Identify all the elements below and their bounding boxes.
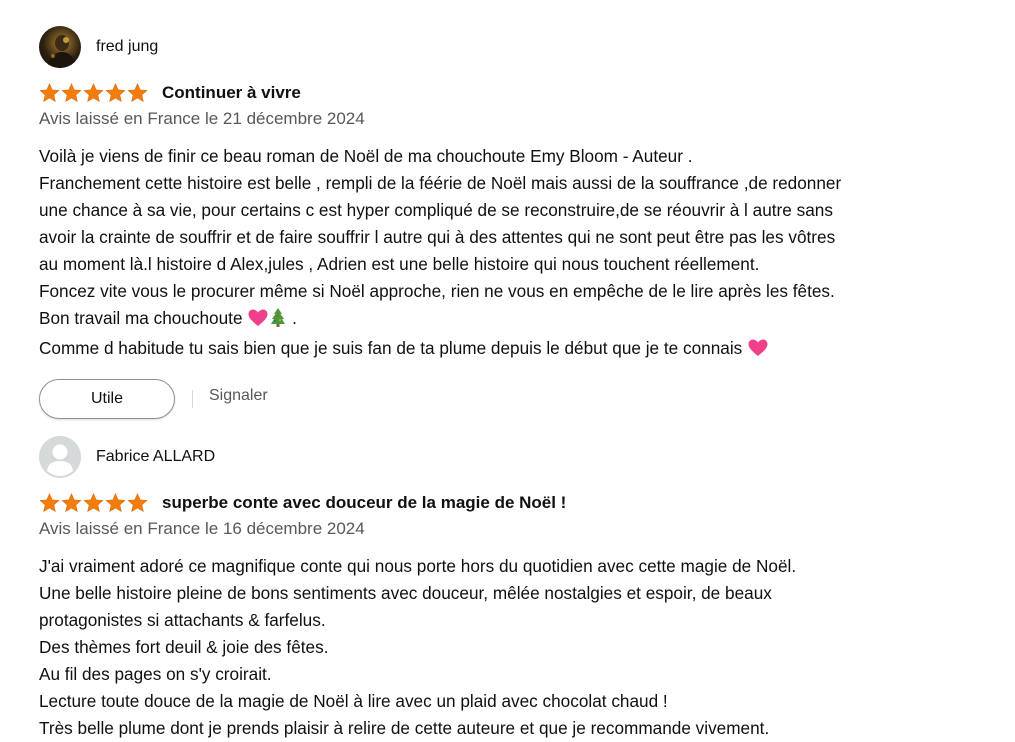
review-text-line: protagonistes si attachants & farfelus. [39,610,326,630]
review-card [39,26,999,419]
star-icon [83,493,104,513]
review-date: Avis laissé en France le 21 décembre 2024 [39,109,365,128]
reviewer-name[interactable]: Fabrice ALLARD [96,448,216,465]
review-text-line: Lecture toute douce de la magie de Noël à lire avec un plaid avec chocolat chaud ! [39,691,668,711]
avatar-photo-icon [39,26,81,68]
review-text-line-with-emoji [39,335,999,365]
reviewer-profile[interactable] [39,436,999,478]
review-card [39,436,999,742]
review-text-line-with-emoji [39,305,999,335]
review-title-row [39,492,999,514]
review-text-line: Au fil des pages on s'y croirait. [39,664,272,684]
review-date: Avis laissé en France le 16 décembre 2024 [39,519,365,538]
star-icon [39,83,60,103]
review-title[interactable]: Continuer à vivre [162,83,301,102]
star-icon [127,83,148,103]
review-text-line: Une belle histoire pleine de bons sentiments avec douceur, mêlée nostalgies et espoir, de beaux [39,583,772,603]
review-text-line: au moment là.l histoire d Alex,jules , Adrien est une belle histoire qui nous touchent réellement. [39,254,760,274]
review-text-fragment: . [292,308,297,328]
star-icon [39,493,60,513]
reviewer-profile[interactable] [39,26,999,68]
star-icon [105,83,126,103]
review-text-line: une chance à sa vie, pour certains c est hyper compliqué de se reconstruire,de se réouvrir à l autre sans [39,200,833,220]
star-icon [105,493,126,513]
helpful-button[interactable]: Utile [39,379,175,419]
reviewer-name[interactable]: fred jung [96,38,159,55]
avatar[interactable] [39,26,81,68]
review-text-line: Voilà je viens de finir ce beau roman de Noël de ma chouchoute Emy Bloom - Auteur . [39,146,693,166]
review-body [39,143,999,365]
star-icon [61,493,82,513]
review-text-fragment: Bon travail ma chouchoute [39,308,243,328]
star-rating[interactable] [39,83,148,103]
star-icon [127,493,148,513]
review-body [39,553,999,742]
star-rating[interactable] [39,493,148,513]
review-text-line: Des thèmes fort deuil & joie des fêtes. [39,637,329,657]
review-text-line: avoir la crainte de souffrir et de faire souffrir l autre qui à des attentes qui ne sont peut être pas les vôtres [39,227,836,247]
default-user-icon [39,436,81,478]
review-text-line: Franchement cette histoire est belle , rempli de la féérie de Noël mais aussi de la souffrance ,de redonner [39,173,842,193]
pink-heart-icon [748,338,768,365]
review-text-line: Foncez vite vous le procurer même si Noël approche, rien ne vous en empêche de le lire après les fêtes. [39,281,835,301]
pink-heart-icon [248,308,268,335]
review-text-line: Très belle plume dont je prends plaisir à relire de cette auteure et que je recommande vivement. [39,718,770,738]
review-title[interactable]: superbe conte avec douceur de la magie de Noël ! [162,493,567,512]
review-title-row [39,82,999,104]
review-text-line: J'ai vraiment adoré ce magnifique conte qui nous porte hors du quotidien avec cette magie de Noël. [39,556,797,576]
review-actions [39,379,999,419]
review-text-fragment: Comme d habitude tu sais bien que je suis fan de ta plume depuis le début que je te connais [39,338,743,358]
star-icon [83,83,104,103]
actions-divider [192,390,193,408]
avatar[interactable] [39,436,81,478]
christmas-tree-icon [270,307,286,335]
report-link[interactable]: Signaler [209,387,268,404]
star-icon [61,83,82,103]
